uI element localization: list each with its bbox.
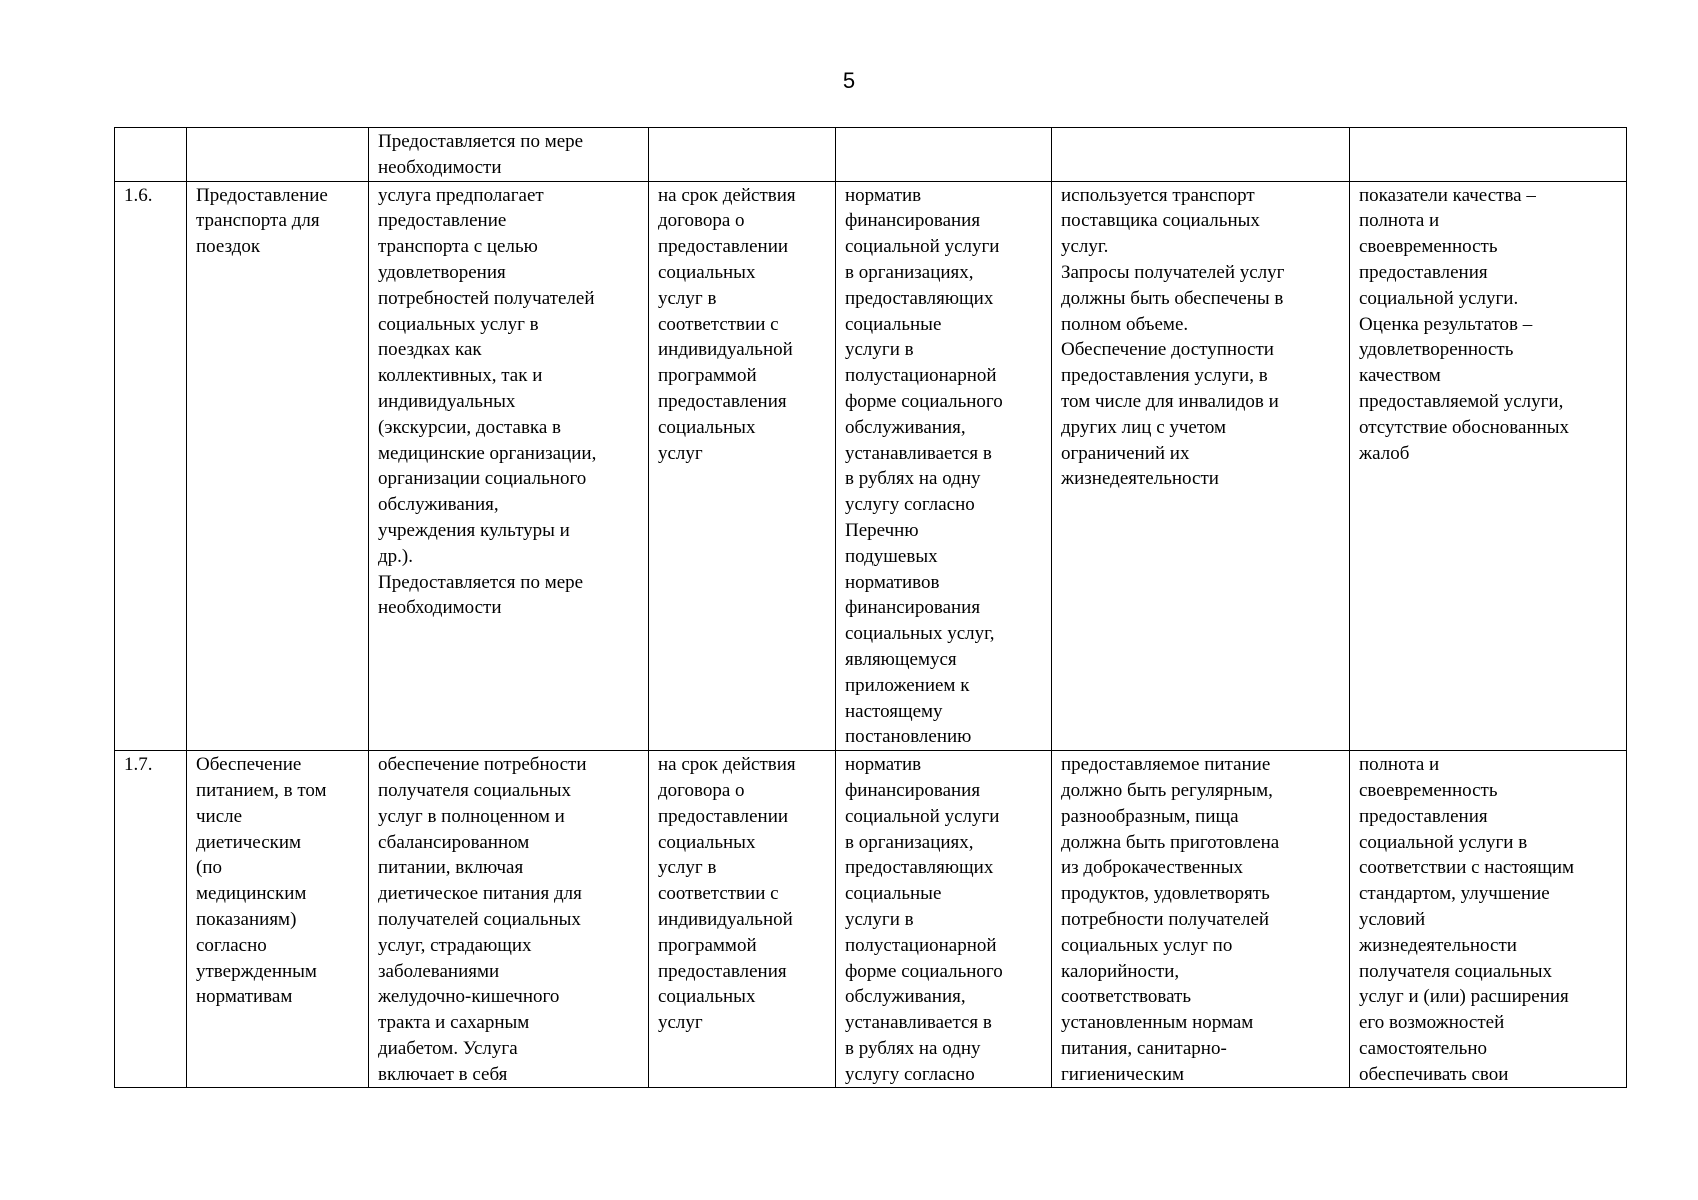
cell-number: 1.6.: [115, 181, 187, 751]
cell-provision-term: на срок действия договора о предоставлении социальных услуг в соответствии с индивидуальной программой предоставления социальных услуг: [649, 181, 836, 751]
cell-number: 1.7.: [115, 751, 187, 1088]
page-number: 5: [842, 68, 856, 93]
cell-funding-standard: норматив финансирования социальной услуги в организациях, предоставляющих социальные услуги в полустационарной форме социального обслуживания, устанавливается в в рублях на одну услугу согласно: [836, 751, 1052, 1088]
cell-service-name: Обеспечение питанием, в том числе диетическим (по медицинским показаниям) согласно утвержденным нормативам: [187, 751, 369, 1088]
table-row: [115, 181, 1627, 751]
cell-service-name: Предоставление транспорта для поездок: [187, 181, 369, 751]
cell-quality-indicators: [1350, 128, 1627, 182]
cell-funding-standard: норматив финансирования социальной услуги в организациях, предоставляющих социальные услуги в полустационарной форме социального обслуживания, устанавливается в в рублях на одну услугу согласно Перечню подушевых нормативов финансирования социальных услуг, являющемуся приложением к настоящему постановлению: [836, 181, 1052, 751]
cell-service-description: обеспечение потребности получателя социальных услуг в полноценном и сбалансированном питании, включая диетическое питания для получателей социальных услуг, страдающих заболеваниями желудочно-кишечного тракта и сахарным диабетом. Услуга включает в себя: [369, 751, 649, 1088]
cell-quality-indicators: полнота и своевременность предоставления социальной услуги в соответствии с настоящим стандартом, улучшение условий жизнедеятельности получателя социальных услуг и (или) расширения его возможностей самостоятельно обеспечивать свои: [1350, 751, 1627, 1088]
services-table: [114, 127, 1627, 1088]
table-row: [115, 751, 1627, 1088]
cell-number: [115, 128, 187, 182]
cell-service-description: услуга предполагает предоставление транспорта с целью удовлетворения потребностей получателей социальных услуг в поездках как коллективных, так и индивидуальных (экскурсии, доставка в медицинские организации, организации социального обслуживания, учреждения культуры и др.). Предоставляется по мере необходимости: [369, 181, 649, 751]
cell-provision-term: на срок действия договора о предоставлении социальных услуг в соответствии с индивидуальной программой предоставления социальных услуг: [649, 751, 836, 1088]
cell-provision-conditions: предоставляемое питание должно быть регулярным, разнообразным, пища должна быть приготовлена из доброкачественных продуктов, удовлетворять потребности получателей социальных услуг по калорийности, соответствовать установленным нормам питания, санитарно- гигиеническим: [1052, 751, 1350, 1088]
cell-provision-conditions: [1052, 128, 1350, 182]
cell-funding-standard: [836, 128, 1052, 182]
cell-provision-term: [649, 128, 836, 182]
cell-service-name: [187, 128, 369, 182]
cell-provision-conditions: используется транспорт поставщика социальных услуг. Запросы получателей услуг должны быть обеспечены в полном объеме. Обеспечение доступности предоставления услуги, в том числе для инвалидов и других лиц с учетом ограничений их жизнедеятельности: [1052, 181, 1350, 751]
cell-service-description: Предоставляется по мере необходимости: [369, 128, 649, 182]
table-row: [115, 128, 1627, 182]
cell-quality-indicators: показатели качества – полнота и своевременность предоставления социальной услуги. Оценка результатов – удовлетворенность качеством предоставляемой услуги, отсутствие обоснованных жалоб: [1350, 181, 1627, 751]
